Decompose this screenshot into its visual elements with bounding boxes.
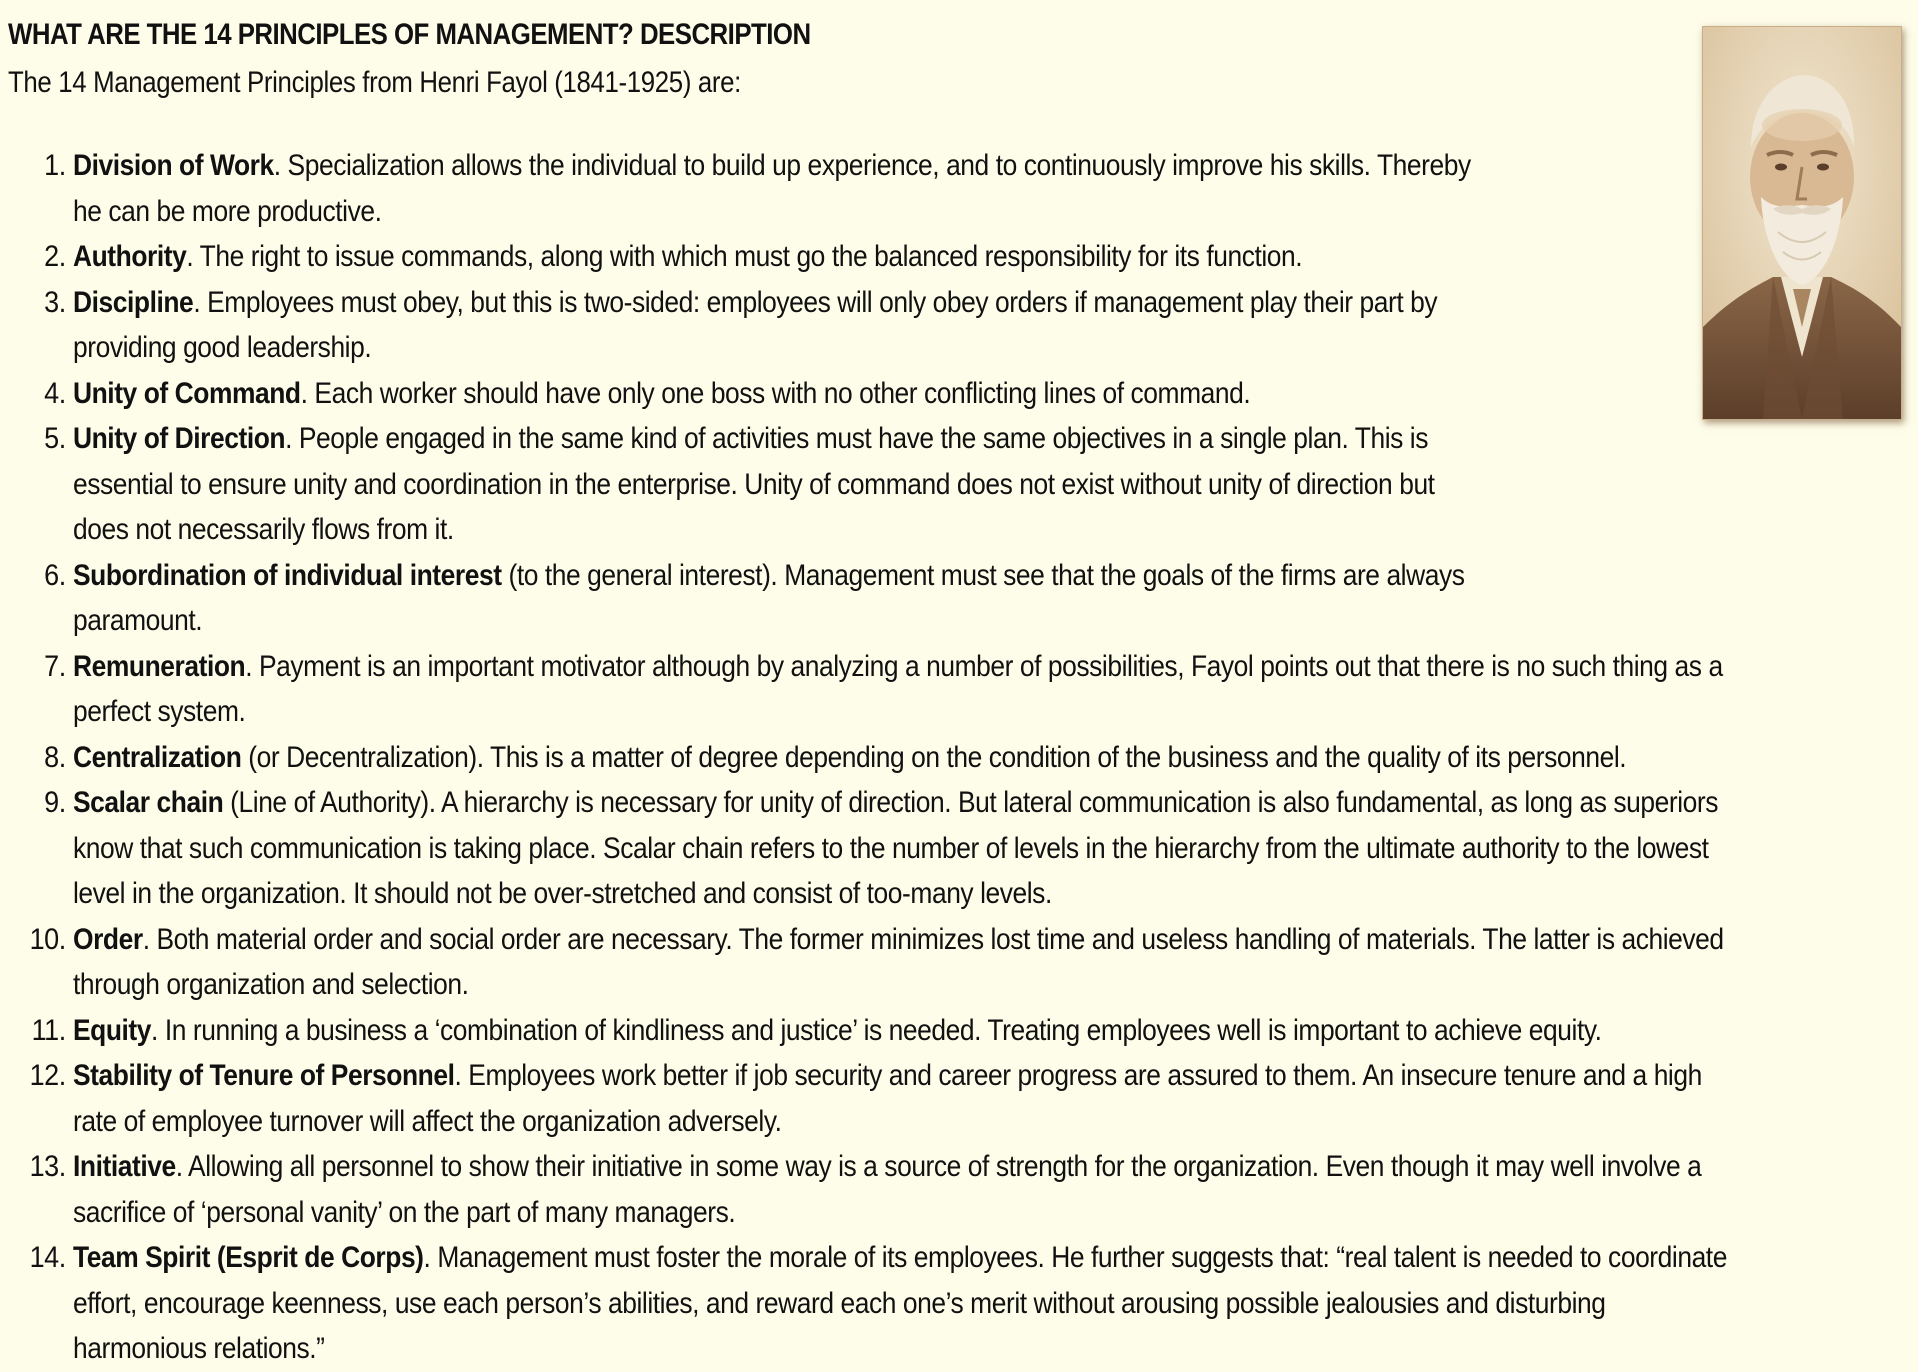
- principle-content: [73, 1144, 1727, 1235]
- document-intro: The 14 Management Principles from Henri Fayol (1841-1925) are:: [8, 66, 741, 99]
- principle-name: Order: [73, 922, 143, 956]
- principle-number: 4.: [44, 376, 66, 410]
- principle-name: Division of Work: [73, 149, 274, 182]
- principle-description: . In running a business a ‘combination of kindliness and justice’ is needed. Treating employees well is important to achieve equity.: [151, 1013, 1602, 1047]
- principle-number: 8.: [44, 740, 66, 774]
- principle-item: [0, 416, 1910, 553]
- principle-description: . Employees work better if job security and career progress are assured to them. An insecure tenure and a high rate of employee turnover will affect the organization adversely.: [73, 1059, 1702, 1138]
- principle-number: 5.: [44, 422, 66, 455]
- principle-number: 12.: [29, 1059, 66, 1092]
- principle-number: 11.: [31, 1013, 66, 1047]
- principle-item: [0, 553, 1910, 644]
- principle-number: 10.: [29, 922, 66, 956]
- principle-name: Unity of Command: [73, 376, 301, 410]
- principle-number: 1.: [44, 149, 66, 182]
- principle-item: [0, 1144, 1910, 1235]
- principles-list: [0, 143, 1910, 1372]
- principle-description: . Management must foster the morale of its employees. He further suggests that: “real talent is needed to coordinate effort, encourage keenness, use each person’s abilities, and reward each one’s merit without arousing possible jealousies and disturbing harmonious relations.”: [73, 1241, 1727, 1365]
- principle-content: [73, 735, 1727, 781]
- principle-content: [73, 416, 1481, 553]
- principle-number: 3.: [44, 285, 66, 319]
- principle-description: (Line of Authority). A hierarchy is necessary for unity of direction. But lateral communication is also fundamental, as long as superiors know that such communication is taking place. Scalar chain refers to the number of levels in the hierarchy from the ultimate authority to the lowest level in the organization. It should not be over-stretched and consist of too-many levels.: [73, 786, 1718, 910]
- principle-number: 9.: [44, 786, 66, 819]
- principle-item: [0, 280, 1910, 371]
- principle-content: [73, 1053, 1727, 1144]
- principle-item: [0, 234, 1910, 280]
- principle-name: Remuneration: [73, 649, 246, 683]
- principle-item: [0, 1053, 1910, 1144]
- principle-description: . Employees must obey, but this is two-sided: employees will only obey orders if management play their part by providing good leadership.: [73, 285, 1438, 364]
- principle-item: [0, 1235, 1910, 1372]
- principle-name: Unity of Direction: [73, 422, 286, 455]
- principle-content: [73, 234, 1481, 280]
- principle-name: Centralization: [73, 740, 242, 774]
- principle-description: . Allowing all personnel to show their initiative in some way is a source of strength for the organization. Even though it may well involve a sacrifice of ‘personal vanity’ on the part of many managers.: [73, 1150, 1702, 1229]
- principle-description: . People engaged in the same kind of activities must have the same objectives in a single plan. This is essential to ensure unity and coordination in the enterprise. Unity of command does not exist without unity of direction but does not necessarily flows from it.: [73, 422, 1435, 546]
- principle-content: [73, 553, 1481, 644]
- principle-item: [0, 917, 1910, 1008]
- principle-item: [0, 735, 1910, 781]
- principle-number: 13.: [29, 1150, 66, 1183]
- document-title: WHAT ARE THE 14 PRINCIPLES OF MANAGEMENT? DESCRIPTION: [8, 18, 811, 51]
- principle-description: . Each worker should have only one boss with no other conflicting lines of command.: [300, 376, 1251, 410]
- principle-item: [0, 371, 1910, 417]
- principle-name: Initiative: [73, 1150, 176, 1183]
- principle-number: 14.: [29, 1241, 66, 1274]
- principle-content: [73, 280, 1481, 371]
- principle-name: Team Spirit (Esprit de Corps): [73, 1241, 424, 1274]
- principle-content: [73, 1235, 1727, 1372]
- principle-content: [73, 644, 1727, 735]
- principle-name: Equity: [73, 1013, 152, 1047]
- principle-item: [0, 780, 1910, 917]
- principle-name: Stability of Tenure of Personnel: [73, 1059, 455, 1092]
- principle-name: Subordination of individual interest: [73, 558, 502, 592]
- principle-description: . The right to issue commands, along with which must go the balanced responsibility for its function.: [186, 240, 1303, 273]
- principle-description: . Specialization allows the individual to build up experience, and to continuously improve his skills. Thereby he can be more productive.: [73, 149, 1471, 228]
- principle-description: (or Decentralization). This is a matter of degree depending on the condition of the business and the quality of its personnel.: [241, 740, 1627, 774]
- principle-name: Scalar chain: [73, 786, 224, 819]
- principle-item: [0, 1008, 1910, 1054]
- principle-number: 7.: [44, 649, 66, 683]
- principle-item: [0, 644, 1910, 735]
- principle-number: 2.: [44, 240, 66, 273]
- principle-description: (to the general interest). Management must see that the goals of the firms are always paramount.: [73, 558, 1465, 637]
- principle-content: [73, 780, 1727, 917]
- principle-description: . Both material order and social order are necessary. The former minimizes lost time and useless handling of materials. The latter is achieved through organization and selection.: [73, 922, 1724, 1001]
- principle-content: [73, 143, 1481, 234]
- principle-content: [73, 371, 1481, 417]
- principle-content: [73, 1008, 1727, 1054]
- principle-content: [73, 917, 1727, 1008]
- principle-description: . Payment is an important motivator although by analyzing a number of possibilities, Fayol points out that there is no such thing as a perfect system.: [73, 649, 1723, 728]
- principle-number: 6.: [44, 558, 66, 592]
- principle-name: Discipline: [73, 285, 194, 319]
- principle-name: Authority: [73, 240, 187, 273]
- principle-item: [0, 143, 1910, 234]
